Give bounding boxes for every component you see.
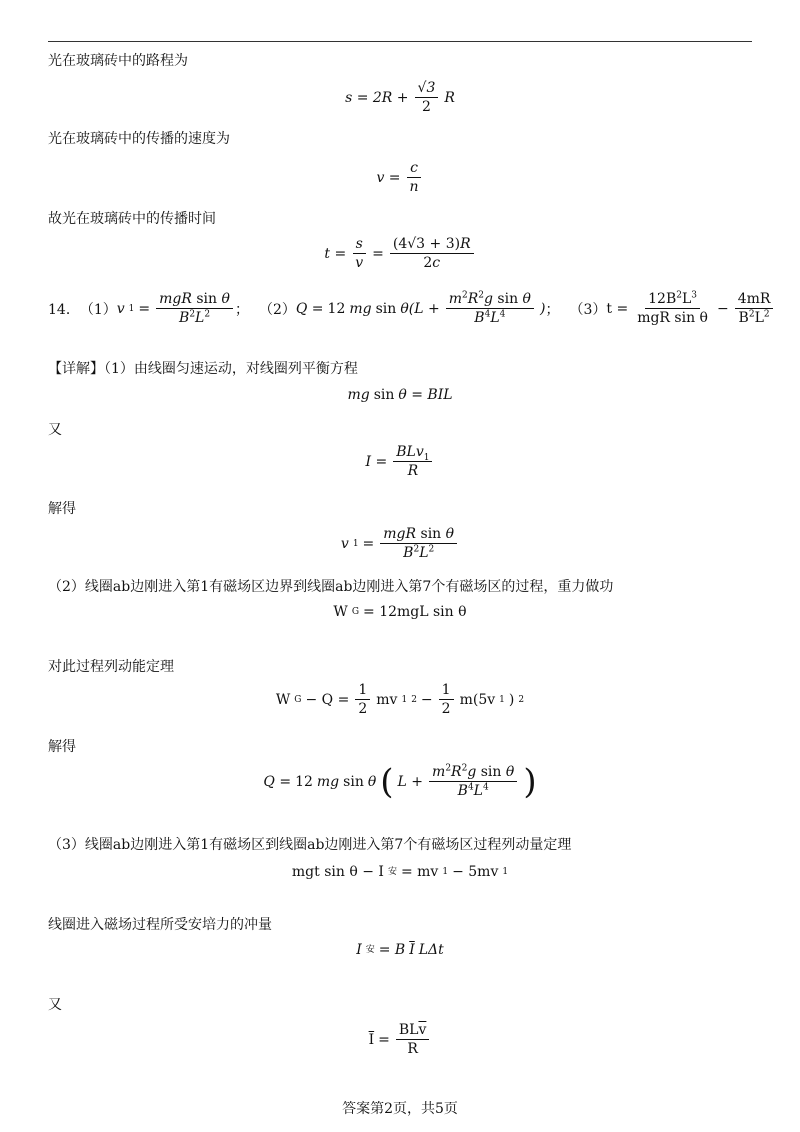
text-line: 线圈进入磁场过程所受安培力的冲量 <box>48 917 272 933</box>
text-line: 又 <box>48 422 62 438</box>
equation-impulse: I 安 = B $\overline{I}$ LΔt <box>356 942 444 958</box>
part-1-label: （1） <box>79 301 117 318</box>
text-line: 光在玻璃砖中的传播的速度为 <box>48 131 230 147</box>
equation-current: I = $\frac{BLv_1}{R}$ <box>0 444 800 479</box>
part-2-label: （2） <box>258 301 296 318</box>
question-number: 14． <box>48 301 80 318</box>
text-line: 解得 <box>48 739 76 755</box>
equation-energy-theorem: W G − Q = $\frac{1}{2}$ mv 1 2 − $\frac{1}{2}$ m(5v 1 ) 2 <box>275 682 525 717</box>
text-line: 故光在玻璃砖中的传播时间 <box>48 211 216 227</box>
text-line: （3）线圈ab边刚进入第1有磁场区到线圈ab边刚进入第7个有磁场区过程列动量定理 <box>48 837 572 853</box>
equation-balance: mg sin θ = BIL <box>347 387 453 403</box>
equation-speed: v = $\frac{c}{n}$ <box>0 160 800 195</box>
answer-14-summary: 14． （1） v 1 = $\frac{\text{mgR sin θ}}{B^2L^2}$ ； （2） Q = 12 mg sin θ(L + $\frac{m^2R^2g \sin \theta}{B^4L^4}$ ) ； （3） t = $\frac{12B^2L^3}{\text{mgR sin θ}}$ − $\frac{4mR}{B^2L^2}$ <box>48 291 775 326</box>
text-line: （2）线圈ab边刚进入第1有磁场区边界到线圈ab边刚进入第7个有磁场区的过程，重力做功 <box>48 579 614 595</box>
equation-Q: Q = 12 mg sin θ ( L + $\frac{m^2R^2g \sin \theta}{B^4L^4}$ ) <box>263 761 537 802</box>
equation-time: t = $\frac{s}{v}$ = $\frac{(4√3 + 3)R}{2c}$ <box>0 236 800 271</box>
equation-gravity-work: W G = 12mgL sin θ <box>333 604 467 620</box>
separator: ； <box>545 301 560 318</box>
equation-v1: v 1 = $\frac{\text{mgR sin θ}}{B^2L^2}$ <box>0 526 800 561</box>
top-rule <box>48 41 752 42</box>
text-line: 对此过程列动能定理 <box>48 659 174 675</box>
text-line: 光在玻璃砖中的路程为 <box>48 53 188 69</box>
separator: ； <box>234 301 249 318</box>
page-footer: 答案第2页，共5页 <box>342 1101 458 1117</box>
equation-momentum-theorem: mgt sin θ − I 安 = mv 1 − 5mv 1 <box>291 864 509 880</box>
equation-avg-current: $\overline{I}$ = $\frac{BL\overline{v}}{R}$ <box>0 1022 800 1057</box>
equation-path-length: s = 2R + $\frac{√3}{2}$ R <box>345 80 455 115</box>
text-line: 又 <box>48 997 62 1013</box>
text-line: 【详解】（1）由线圈匀速运动，对线圈列平衡方程 <box>48 361 358 377</box>
part-3-label: （3） <box>569 301 607 318</box>
text-line: 解得 <box>48 501 76 517</box>
